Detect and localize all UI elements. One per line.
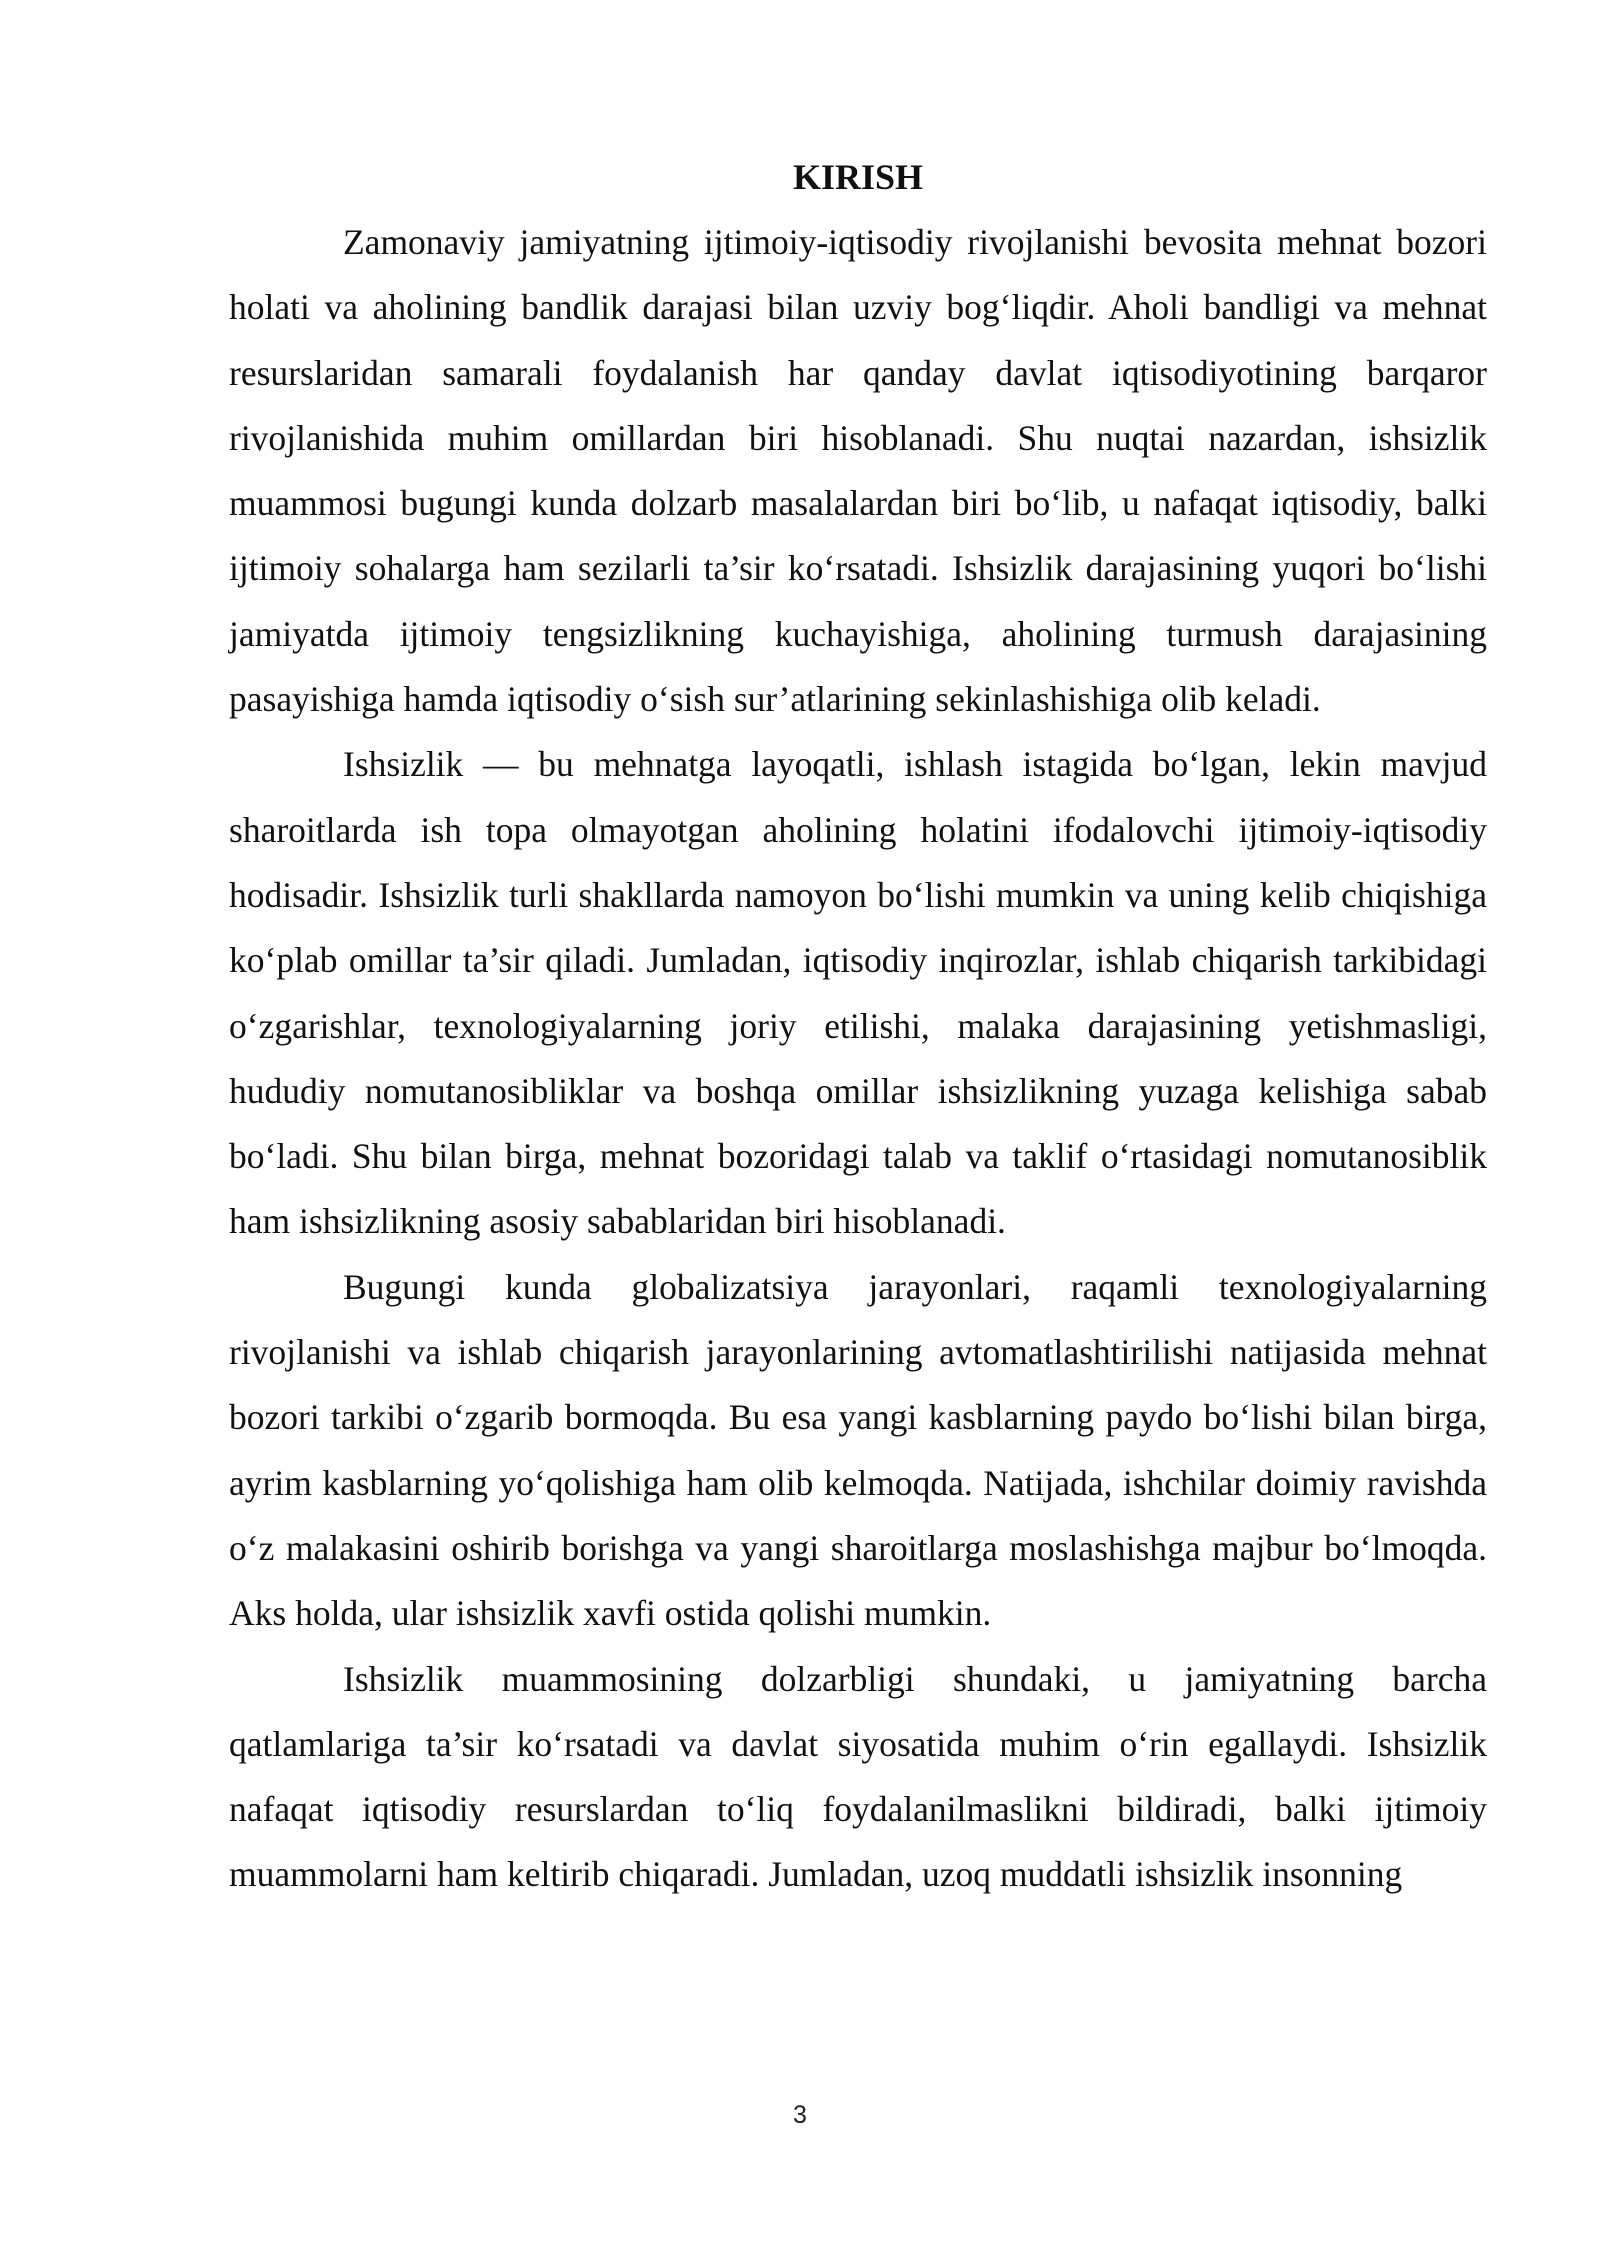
paragraph-4: Ishsizlik muammosining dolzarbligi shundaki, u jamiyatning barcha qatlamlariga ta’sir ko‘rsatadi va davlat siyosatida muhim o‘rin egallaydi. Ishsizlik nafaqat iqtisodiy resurslardan to‘liq foydalanilmaslikni bildiradi, balki ijtimoiy muammolarni ham keltirib chiqaradi. Jumladan, uzoq muddatli ishsizlik insonning xyxy=(229,1658,1487,1895)
page-number: 3 xyxy=(793,2101,807,2129)
paragraph-2: Ishsizlik — bu mehnatga layoqatli, ishlash istagida bo‘lgan, lekin mavjud sharoitlarda ish topa olmayotgan aholining holatini ifodalovchi ijtimoiy-iqtisodiy hodisadir. Ishsizlik turli shakllarda namoyon bo‘lishi mumkin va uning kelib chiqishiga ko‘plab omillar ta’sir qiladi. Jumladan, iqtisodiy inqirozlar, ishlab chiqarish tarkibidagi o‘zgarishlar, texnologiyalarning joriy etilishi, malaka darajasining yetishmasligi, hududiy nomutanosibliklar va boshqa omillar ishsizlikning yuzaga kelishiga sabab bo‘ladi. Shu bilan birga, mehnat bozoridagi talab va taklif o‘rtasidagi nomutanosiblik ham ishsizlikning asosiy sabablaridan biri hisoblanadi. xyxy=(229,744,1487,1242)
page-content xyxy=(229,145,1487,1908)
section-title: KIRISH xyxy=(792,157,924,197)
paragraph-1: Zamonaviy jamiyatning ijtimoiy-iqtisodiy rivojlanishi bevosita mehnat bozori holati va aholining bandlik darajasi bilan uzviy bog‘liqdir. Aholi bandligi va mehnat resurslaridan samarali foydalanish har qanday davlat iqtisodiyotining barqaror rivojlanishida muhim omillardan biri hisoblanadi. Shu nuqtai nazardan, ishsizlik muammosi bugungi kunda dolzarb masalalardan biri bo‘lib, u nafaqat iqtisodiy, balki ijtimoiy sohalarga ham sezilarli ta’sir ko‘rsatadi. Ishsizlik darajasining yuqori bo‘lishi jamiyatda ijtimoiy tengsizlikning kuchayishiga, aholining turmush darajasining pasayishiga hamda iqtisodiy o‘sish sur’atlarining sekinlashishiga olib keladi. xyxy=(229,222,1487,720)
paragraph-3: Bugungi kunda globalizatsiya jarayonlari, raqamli texnologiyalarning rivojlanishi va ishlab chiqarish jarayonlarining avtomatlashtirilishi natijasida mehnat bozori tarkibi o‘zgarib bormoqda. Bu esa yangi kasblarning paydo bo‘lishi bilan birga, ayrim kasblarning yo‘qolishiga ham olib kelmoqda. Natijada, ishchilar doimiy ravishda o‘z malakasini oshirib borishga va yangi sharoitlarga moslashishga majbur bo‘lmoqda. Aks holda, ular ishsizlik xavfi ostida qolishi mumkin. xyxy=(229,1266,1487,1634)
